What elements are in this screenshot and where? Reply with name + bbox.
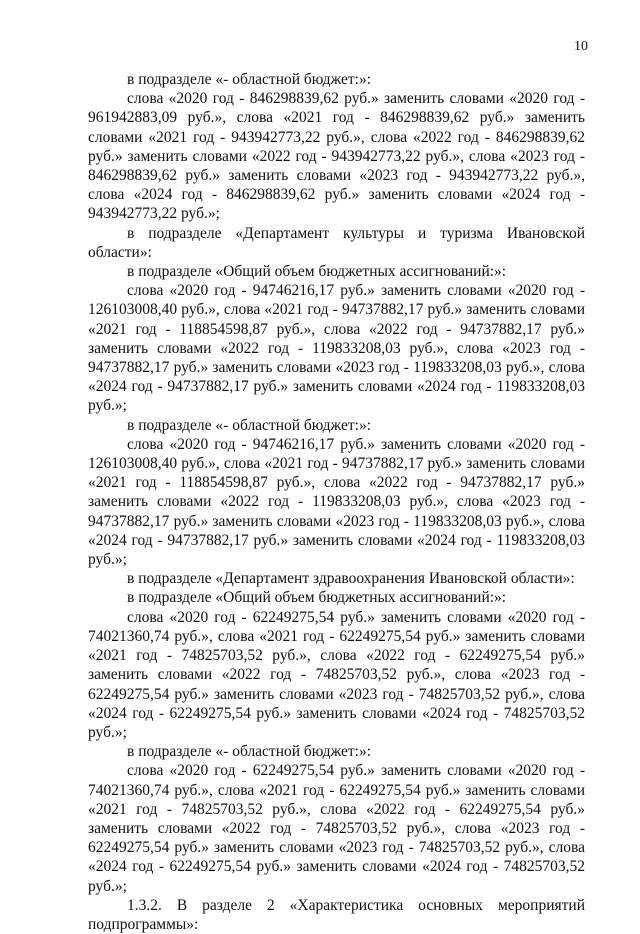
paragraph-1: в подразделе «- областной бюджет:»: [127,71,372,88]
paragraph-7: слова «2020 год - 94746216,17 руб.» заменить словами «2020 год - 126103008,40 руб.», слова «2021 год - 94737882,17 руб.» заменить словами «2021 год - 118854598,87 руб.», слова «2022 год - 94737882,17 руб.» заменить словами «2022 год - 119833208,03 руб.», слова «2023 год - 94737882,17 руб.» заменить словами «2023 год - 119833208,03 руб.», слова «2024 год - 94737882,17 руб.» заменить словами «2024 год - 119833208,03 руб.»; [88,435,585,569]
paragraph-2: слова «2020 год - 846298839,62 руб.» заменить словами «2020 год - 961942883,09 руб.», слова «2021 год - 846298839,62 руб.» заменить словами «2021 год - 943942773,22 руб.», слова «2022 год - 846298839,62 руб.» заменить словами «2022 год - 943942773,22 руб.», слова «2023 год - 846298839,62 руб.» заменить словами «2023 год - 943942773,22 руб.», слова «2024 год - 846298839,62 руб.» заменить словами «2024 год - 943942773,22 руб.»; [88,90,585,223]
paragraph-5: слова «2020 год - 94746216,17 руб.» заменить словами «2020 год - 126103008,40 руб.», слова «2021 год - 94737882,17 руб.» заменить словами «2021 год - 118854598,87 руб.», слова «2022 год - 94737882,17 руб.» заменить словами «2022 год - 119833208,03 руб.», слова «2023 год - 94737882,17 руб.» заменить словами «2023 год - 119833208,03 руб.», слова «2024 год - 94737882,17 руб.» заменить словами «2024 год - 119833208,03 руб.»; [88,282,585,415]
paragraph-13: 1.3.2. В разделе 2 «Характеристика основных мероприятий подпрограммы»: [88,896,585,933]
paragraph-3: в подразделе «Департамент культуры и туризма Ивановской области»: [88,224,585,261]
paragraph-10: слова «2020 год - 62249275,54 руб.» заменить словами «2020 год - 74021360,74 руб.», слова «2021 год - 62249275,54 руб.» заменить словами «2021 год - 74825703,52 руб.», слова «2022 год - 62249275,54 руб.» заменить словами «2022 год - 74825703,52 руб.», слова «2023 год - 62249275,54 руб.» заменить словами «2023 год - 74825703,52 руб.», слова «2024 год - 62249275,54 руб.» заменить словами «2024 год - 74825703,52 руб.»; [88,608,585,741]
paragraph-4: в подразделе «Общий объем бюджетных ассигнований:»: [127,263,507,281]
document-body [88,70,585,934]
paragraph-9: в подразделе «Общий объем бюджетных ассигнований:»: [127,589,507,607]
paragraph-6: в подразделе «- областной бюджет:»: [127,416,372,434]
paragraph-11: в подразделе «- областной бюджет:»: [127,743,372,761]
page-number: 10 [574,39,588,54]
paragraph-12: слова «2020 год - 62249275,54 руб.» заменить словами «2020 год - 74021360,74 руб.», слова «2021 год - 62249275,54 руб.» заменить словами «2021 год - 74825703,52 руб.», слова «2022 год - 62249275,54 руб.» заменить словами «2022 год - 74825703,52 руб.», слова «2023 год - 62249275,54 руб.» заменить словами «2023 год - 74825703,52 руб.», слова «2024 год - 62249275,54 руб.» заменить словами «2024 год - 74825703,52 руб.»; [88,762,585,895]
paragraph-8: в подразделе «Департамент здравоохранения Ивановской области»: [127,570,575,588]
